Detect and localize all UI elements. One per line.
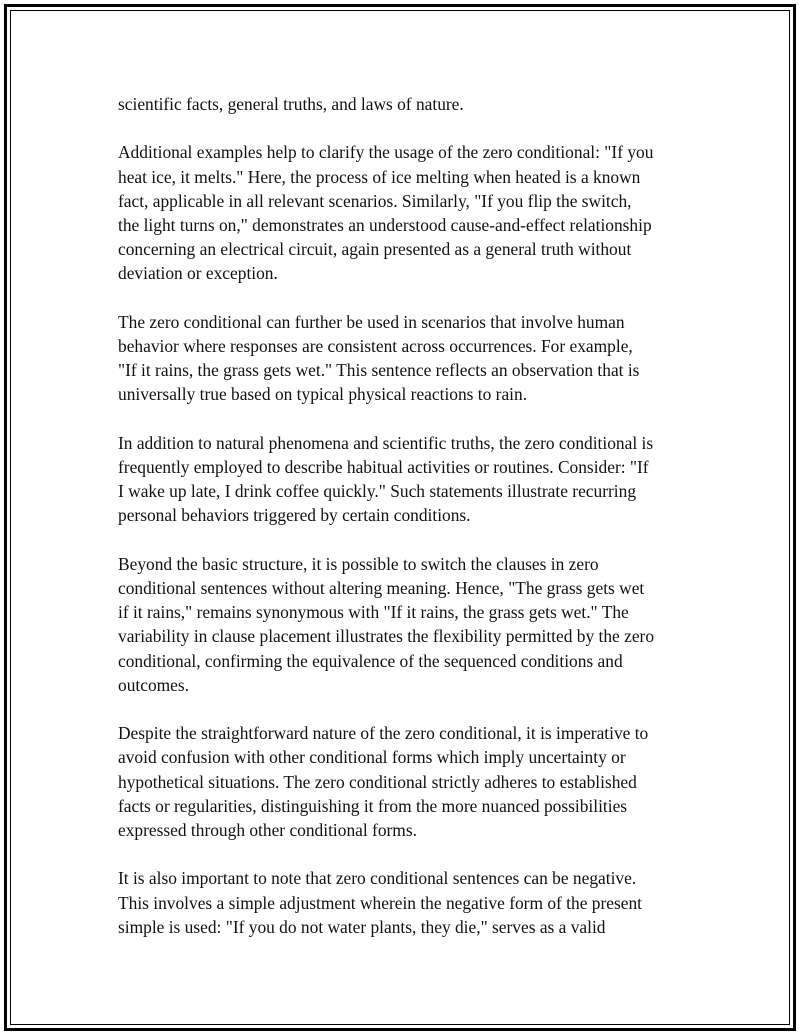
document-body [118, 92, 698, 963]
paragraph: The zero conditional can further be used in scenarios that involve human behavior where responses are consistent across occurrences. For example, "If it rains, the grass gets wet." This sentence reflects an observation that is universally true based on typical physical reactions to rain. [118, 311, 640, 405]
paragraph: Additional examples help to clarify the usage of the zero conditional: "If you heat ice, it melts." Here, the process of ice melting when heated is a known fact, applicable in all relevant scenarios. Similarly, "If you flip the switch, the light turns on," demonstrates an understood cause-and-effect relationship concerning an electrical circuit, again presented as a general truth without deviation or exception. [118, 142, 654, 284]
paragraph: In addition to natural phenomena and scientific truths, the zero conditional is frequently employed to describe habitual activities or routines. Consider: "If I wake up late, I drink coffee quickly." Such statements illustrate recurring personal behaviors triggered by certain conditions. [118, 432, 654, 526]
paragraph: Beyond the basic structure, it is possible to switch the clauses in zero conditional sentences without altering meaning. Hence, "The grass gets wet if it rains," remains synonymous with "If it rains, the grass gets wet." The variability in clause placement illustrates the flexibility permitted by the zero conditional, confirming the equivalence of the sequenced conditions and outcomes. [118, 553, 655, 695]
paragraph: It is also important to note that zero conditional sentences can be negative. This involves a simple adjustment wherein the negative form of the present simple is used: "If you do not water plants, they die," serves as a valid [118, 868, 642, 937]
paragraph: scientific facts, general truths, and laws of nature. [118, 94, 464, 114]
paragraph: Despite the straightforward nature of the zero conditional, it is imperative to avoid confusion with other conditional forms which imply uncertainty or hypothetical situations. The zero conditional strictly adheres to established facts or regularities, distinguishing it from the more nuanced possibilities expressed through other conditional forms. [118, 723, 649, 841]
